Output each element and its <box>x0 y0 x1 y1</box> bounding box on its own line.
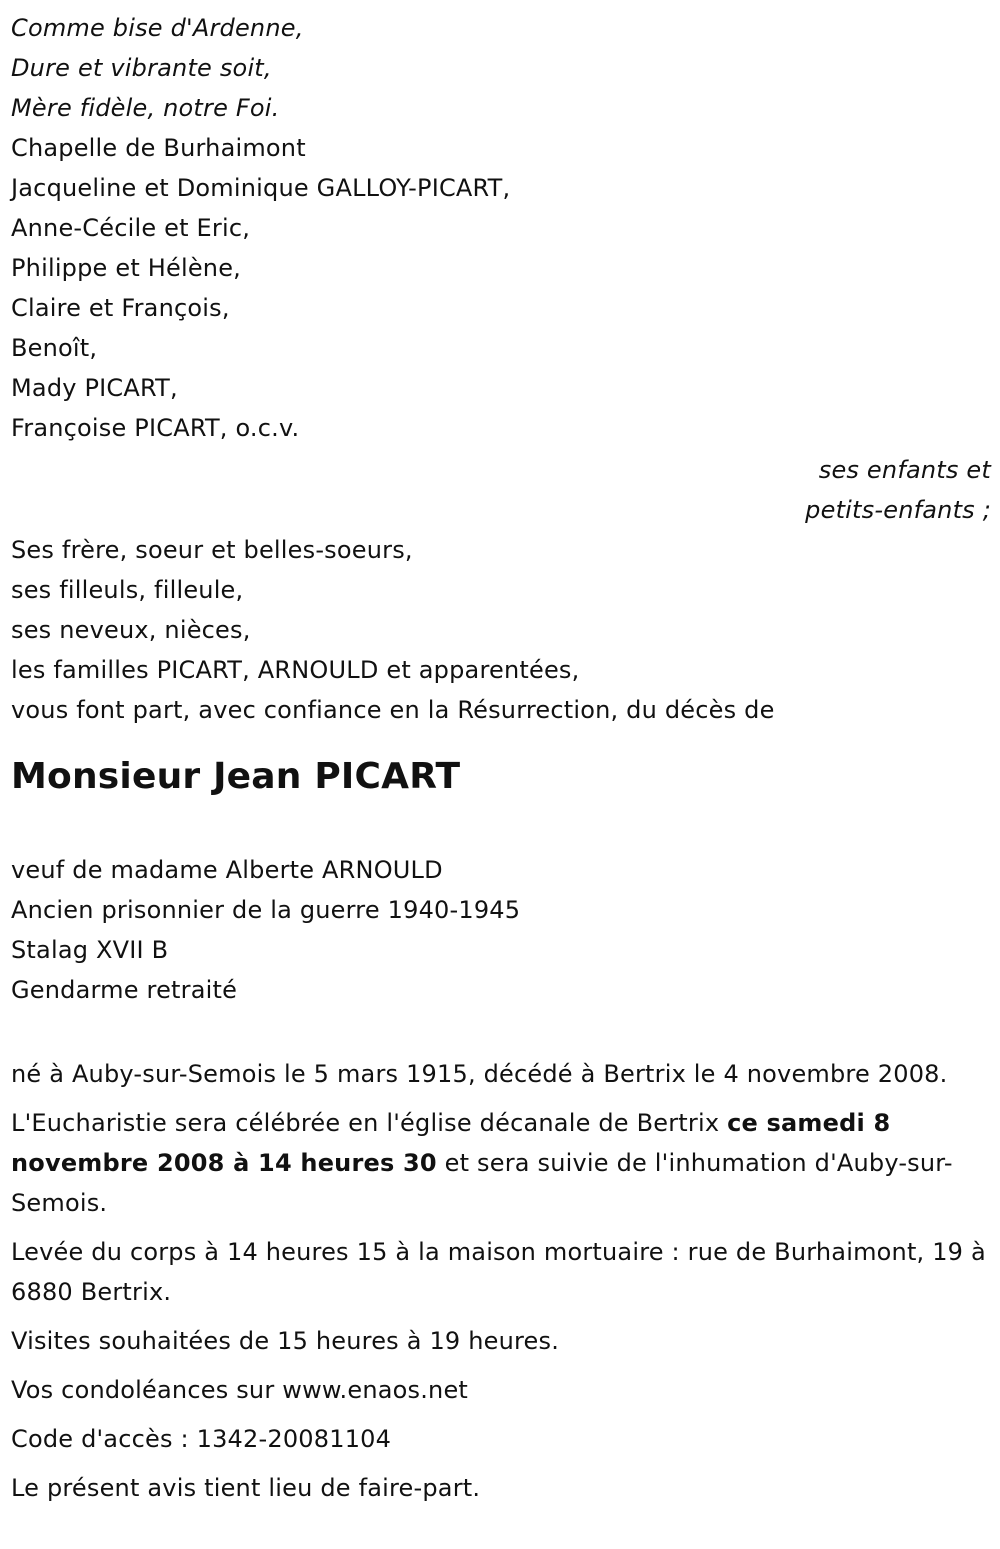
relatives-list <box>11 530 991 730</box>
deceased-details <box>11 850 991 1010</box>
relatives-line: Ses frère, soeur et belles-soeurs, <box>11 536 413 564</box>
relatives-line: ses filleuls, filleule, <box>11 576 244 604</box>
family-member: Philippe et Hélène, <box>11 254 242 282</box>
poem-line: Comme bise d'Ardenne, <box>11 14 304 42</box>
family-member: Jacqueline et Dominique GALLOY-PICART, <box>11 174 511 202</box>
detail-line: veuf de madame Alberte ARNOULD <box>11 856 443 884</box>
access-code-paragraph: Code d'accès : 1342-20081104 <box>11 1425 392 1453</box>
caption-line: petits-enfants ; <box>805 496 991 524</box>
birth-death-paragraph: né à Auby-sur-Semois le 5 mars 1915, décédé à Bertrix le 4 novembre 2008. <box>11 1060 948 1088</box>
condolences-paragraph: Vos condoléances sur www.enaos.net <box>11 1376 469 1404</box>
deceased-name: Monsieur Jean PICART <box>11 756 461 797</box>
funeral-text-before: L'Eucharistie sera célébrée en l'église décanale de Bertrix <box>11 1109 728 1137</box>
poem-epigraph <box>11 8 991 128</box>
detail-line: Stalag XVII B <box>11 936 169 964</box>
poem-line: Dure et vibrante soit, <box>11 54 272 82</box>
relatives-line: les familles PICART, ARNOULD et apparentées, <box>11 656 580 684</box>
caption-line: ses enfants et <box>818 456 991 484</box>
obituary-notice <box>11 8 991 1508</box>
detail-line: Gendarme retraité <box>11 976 238 1004</box>
funeral-date-time: ce samedi 8 novembre 2008 à 14 heures 30 <box>11 1109 891 1177</box>
family-member: Claire et François, <box>11 294 230 322</box>
levee-paragraph: Levée du corps à 14 heures 15 à la maison mortuaire : rue de Burhaimont, 19 à 6880 Bertrix. <box>11 1238 986 1306</box>
family-member: Anne-Cécile et Eric, <box>11 214 251 242</box>
poem-line: Mère fidèle, notre Foi. <box>11 94 280 122</box>
visits-paragraph: Visites souhaitées de 15 heures à 19 heures. <box>11 1327 560 1355</box>
chapel-name: Chapelle de Burhaimont <box>11 134 306 162</box>
funeral-paragraph <box>11 1103 986 1223</box>
relatives-line: ses neveux, nièces, <box>11 616 251 644</box>
family-member: Benoît, <box>11 334 98 362</box>
detail-line: Ancien prisonnier de la guerre 1940-1945 <box>11 896 521 924</box>
family-member: Mady PICART, <box>11 374 178 402</box>
family-member: Françoise PICART, o.c.v. <box>11 414 300 442</box>
closing-paragraph: Le présent avis tient lieu de faire-part. <box>11 1474 481 1502</box>
relatives-line: vous font part, avec confiance en la Résurrection, du décès de <box>11 696 775 724</box>
funeral-text-after: et sera suivie de l'inhumation d'Auby-sur-Semois. <box>11 1149 953 1217</box>
children-list <box>11 168 991 448</box>
children-caption <box>11 450 991 530</box>
